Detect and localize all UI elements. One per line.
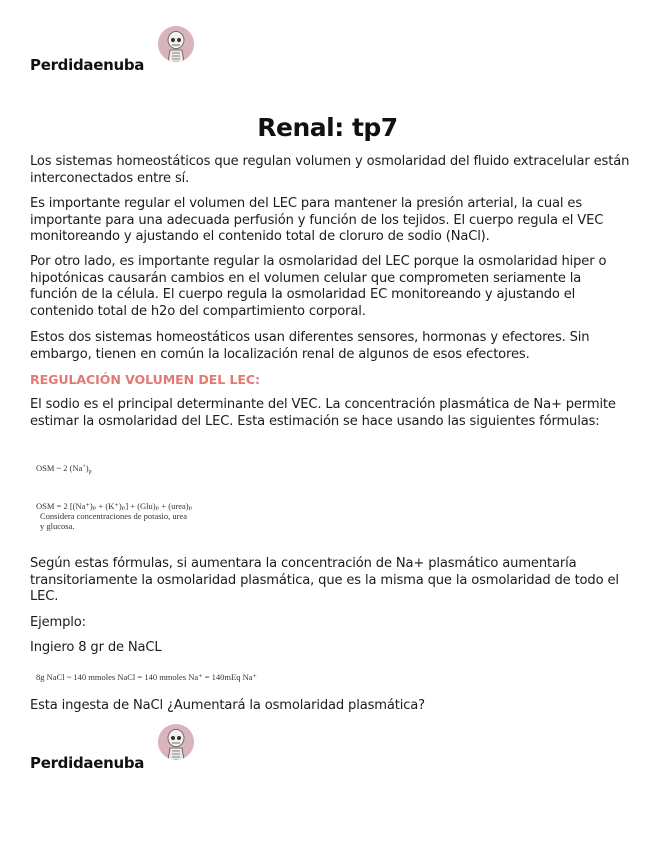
- paragraph-sodium: El sodio es el principal determinante del VEC. La concentración plasmática de Na+ permite estimar la osmolaridad del LEC. Esta estimación se hace usando las siguientes fórmulas:: [30, 397, 616, 429]
- brand-header: [30, 40, 194, 76]
- formula-osm-full-line3: y glucosa.: [40, 521, 75, 531]
- formula-osm-approx-close: ): [85, 463, 89, 473]
- paragraph-osmolarity: Por otro lado, es importante regular la osmolaridad del LEC porque la osmolaridad hiper o hipotónicas causarán cambios en el volumen celular que comprometen seriamente la función de la célula. El cuerpo regula la osmolaridad EC monitoreando y ajustando el contenido total de h2o del compartimiento corporal.: [30, 254, 607, 319]
- example-text: Ingiero 8 gr de NaCL: [30, 640, 162, 655]
- formula-osm-full: [36, 501, 192, 531]
- skeleton-avatar-icon: [158, 724, 194, 760]
- paragraph-systems: Estos dos sistemas homeostáticos usan diferentes sensores, hormonas y efectores. Sin embargo, tienen en común la localización renal de algunos de esos efectores.: [30, 330, 590, 362]
- formula-osm-approx-sup: +: [82, 464, 86, 470]
- formula-osm-approx-sub: p: [88, 469, 92, 475]
- formula-osm-approx: [36, 462, 92, 477]
- brand-footer: [30, 738, 194, 774]
- question-text: Esta ingesta de NaCl ¿Aumentará la osmolaridad plasmática?: [30, 698, 425, 713]
- example-formula: 8g NaCl ~ 140 mmoles NaCl = 140 mmoles Na⁺ = 140mEq Na⁺: [36, 672, 257, 682]
- brand-name: Perdidaenuba: [30, 754, 145, 772]
- paragraph-intro: Los sistemas homeostáticos que regulan volumen y osmolaridad del fluido extracelular están interconectados entre sí.: [30, 154, 630, 186]
- skeleton-avatar-icon: [158, 26, 194, 62]
- paragraph-volume: Es importante regular el volumen del LEC para mantener la presión arterial, la cual es importante para una adecuada perfusión y función de los tejidos. El cuerpo regula el VEC monitoreando y ajustando el contenido total de cloruro de sodio (NaCl).: [30, 196, 604, 245]
- example-label: Ejemplo:: [30, 615, 86, 630]
- formula-osm-full-line2: Considera concentraciones de potasio, urea: [40, 511, 188, 521]
- formula-osm-full-line1: OSM = 2 [(Na⁺)ₚ + (K⁺)ₚ] + (Glu)ₚ + (urea)ₚ: [36, 501, 193, 511]
- paragraph-after-formulas: Según estas fórmulas, si aumentara la concentración de Na+ plasmático aumentaría transitoriamente la osmolaridad plasmática, que es la misma que la osmolaridad de todo el LEC.: [30, 556, 619, 605]
- section-heading: REGULACIÓN VOLUMEN DEL LEC:: [30, 372, 260, 387]
- brand-name: Perdidaenuba: [30, 56, 145, 74]
- formula-osm-approx-main: OSM ~ 2 (Na: [36, 463, 83, 473]
- page-title: Renal: tp7: [257, 113, 398, 142]
